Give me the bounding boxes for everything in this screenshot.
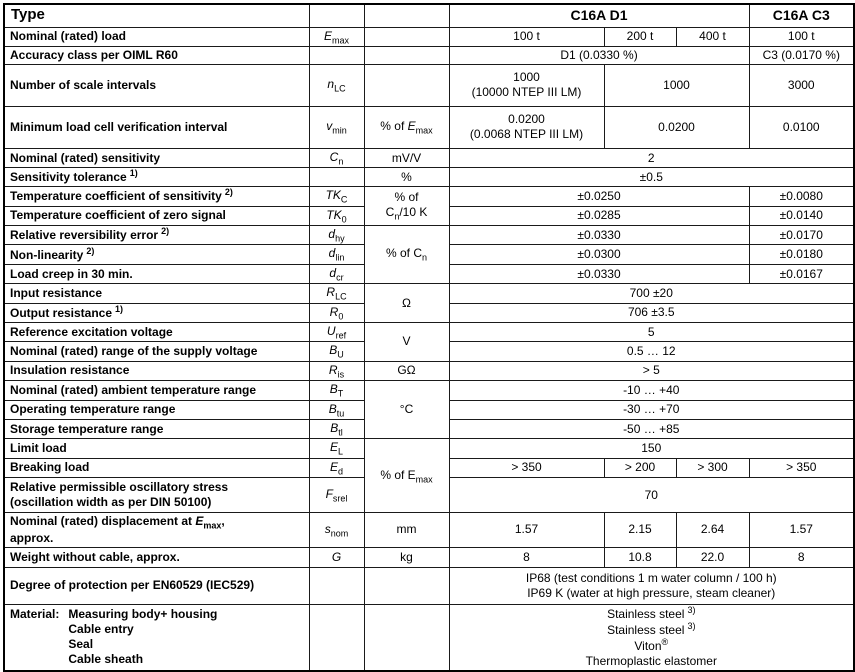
param-label: Non-linearity $^{2)}$ [4,245,309,264]
unit-ohm: Ω [364,284,449,323]
symbol-r0: $R_0$ [309,303,364,322]
value-all: IP68 (test conditions 1 m water column / 100 h) IP69 K (water at high pressure, steam cleaner) [449,567,854,604]
unit-percent-of-emax: % of $E_{max}$ [364,106,449,148]
row-scale-intervals [4,64,854,106]
value-all: 706 ±3.5 [449,303,854,322]
symbol-fsrel: $F_{srel}$ [309,478,364,513]
unit-volt: V [364,323,449,362]
symbol-dhy: $d_{hy}$ [309,226,364,245]
unit-percent-of-emax: % of $E_{max}$ [364,439,449,513]
unit-cell-empty [364,27,449,46]
unit-percent-of-cn-10k: % of $C_n/10$ K [364,187,449,226]
symbol-uref: $U_{ref}$ [309,323,364,342]
footnote-marker: 1) [115,303,124,314]
symbol-cell-empty [309,567,364,604]
param-label: Temperature coefficient of zero signal [4,206,309,225]
value-d1: ±0.0330 [449,264,749,283]
footnote-marker: 1) [129,168,138,179]
symbol-cn: $C_n$ [309,148,364,167]
row-reference-excitation-voltage [4,323,854,342]
param-label: Load creep in 30 min. [4,264,309,283]
symbol-snom: $s_{nom}$ [309,513,364,547]
row-insulation-resistance [4,361,854,380]
value-c3: ±0.0170 [749,226,854,245]
param-label: Input resistance [4,284,309,303]
value-100t: 0.0200 (0.0068 NTEP III LM) [449,106,604,148]
row-nominal-sensitivity [4,148,854,167]
value-100t: 1000 (10000 NTEP III LM) [449,64,604,106]
symbol-ed: $E_d$ [309,458,364,477]
value-c3-100t: 1.57 [749,513,854,547]
value-all: 2 [449,148,854,167]
value-all: 150 [449,439,854,458]
row-tk-sensitivity [4,187,854,206]
param-label: Nominal (rated) range of the supply voltage [4,342,309,361]
value-200-400t: 1000 [604,64,749,106]
value-all: 0.5 … 12 [449,342,854,361]
symbol-cell-empty [309,4,364,27]
value-c3: ±0.0080 [749,187,854,206]
unit-celsius: °C [364,381,449,439]
symbol-cell-empty [309,168,364,187]
value-c3: 0.0100 [749,106,854,148]
column-header-c16a-d1: C16A D1 [449,4,749,27]
row-ambient-temperature-range [4,381,854,400]
value-100t: 1.57 [449,513,604,547]
row-weight [4,547,854,567]
param-label: Limit load [4,439,309,458]
param-label: Temperature coefficient of sensitivity $^{2)}$ [4,187,309,206]
value-400t: 22.0 [676,547,749,567]
value-100t: 8 [449,547,604,567]
param-label: Minimum load cell verification interval [4,106,309,148]
value-c3: ±0.0140 [749,206,854,225]
unit-mm: mm [364,513,449,547]
footnote-marker: 2) [224,187,233,198]
unit-cell-empty [364,64,449,106]
symbol-btu: $B_{tu}$ [309,400,364,419]
value-c3: C3 (0.0170 %) [749,46,854,64]
unit-percent: % [364,168,449,187]
param-label: Weight without cable, approx. [4,547,309,567]
column-header-c16a-c3: C16A C3 [749,4,854,27]
row-type-header [4,4,854,27]
symbol-cell-empty [309,46,364,64]
unit-percent-of-cn: % of $C_n$ [364,226,449,284]
value-c3: ±0.0167 [749,264,854,283]
symbol-nlc: $n_{LC}$ [309,64,364,106]
value-d1: ±0.0250 [449,187,749,206]
symbol-vmin: $v_{min}$ [309,106,364,148]
value-all: 700 ±20 [449,284,854,303]
value-200t: > 200 [604,458,676,477]
value-100t: > 350 [449,458,604,477]
value-200-400t: 0.0200 [604,106,749,148]
value-c3-100t: > 350 [749,458,854,477]
value-d1: ±0.0300 [449,245,749,264]
footnote-marker: 3) [687,604,696,615]
param-label: Degree of protection per EN60529 (IEC529) [4,567,309,604]
value-d1: D1 (0.0330 %) [449,46,749,64]
value-all: -10 … +40 [449,381,854,400]
row-accuracy-class [4,46,854,64]
value-d1: ±0.0330 [449,226,749,245]
value-400t: 400 t [676,27,749,46]
symbol-bt: $B_T$ [309,381,364,400]
unit-cell-empty [364,567,449,604]
unit-cell-empty [364,46,449,64]
value-all: ±0.5 [449,168,854,187]
symbol-dlin: $d_{lin}$ [309,245,364,264]
unit-mvv: mV/V [364,148,449,167]
param-label: Accuracy class per OIML R60 [4,46,309,64]
unit-kg: kg [364,547,449,567]
value-all: > 5 [449,361,854,380]
value-100t: 100 t [449,27,604,46]
symbol-emax: $E_{max}$ [309,27,364,46]
symbol-el: $E_L$ [309,439,364,458]
value-c3-100t: 8 [749,547,854,567]
row-nominal-load [4,27,854,46]
value-all: 70 [449,478,854,513]
param-label: Reference excitation voltage [4,323,309,342]
row-min-verification-interval [4,106,854,148]
param-label: Relative reversibility error $^{2)}$ [4,226,309,245]
unit-cell-empty [364,4,449,27]
value-200t: 200 t [604,27,676,46]
symbol-g: G [309,547,364,567]
symbol-bu: $B_U$ [309,342,364,361]
row-limit-load [4,439,854,458]
value-d1: ±0.0285 [449,206,749,225]
value-c3-100t: 100 t [749,27,854,46]
value-400t: > 300 [676,458,749,477]
param-label: Nominal (rated) sensitivity [4,148,309,167]
value-all: Stainless steel $^{3)}$ Stainless steel $^{3)}$ Viton® Thermoplastic elastomer [449,604,854,671]
param-label: Sensitivity tolerance $^{1)}$ [4,168,309,187]
row-input-resistance [4,284,854,303]
value-all: -30 … +70 [449,400,854,419]
spec-table [3,3,855,672]
param-label: Material: Measuring body+ housing Cable entry Seal Cable sheath [4,604,309,671]
value-c3: ±0.0180 [749,245,854,264]
value-200t: 2.15 [604,513,676,547]
row-reversibility-error [4,226,854,245]
footnote-marker: 3) [687,620,696,631]
symbol-ris: $R_{is}$ [309,361,364,380]
footnote-marker: 2) [86,245,95,256]
param-label: Relative permissible oscillatory stress (oscillation width as per DIN 50100) [4,478,309,513]
value-all: 5 [449,323,854,342]
registered-trademark: ® [661,636,669,647]
symbol-tkc: $TK_C$ [309,187,364,206]
symbol-btl: $B_{tl}$ [309,419,364,438]
param-label: Operating temperature range [4,400,309,419]
symbol-dcr: $d_{cr}$ [309,264,364,283]
value-200t: 10.8 [604,547,676,567]
symbol-rlc: $R_{LC}$ [309,284,364,303]
row-sensitivity-tolerance [4,168,854,187]
symbol-tk0: $TK_0$ [309,206,364,225]
param-label: Nominal (rated) displacement at $E_{max}$, approx. [4,513,309,547]
param-label: Storage temperature range [4,419,309,438]
table-title: Type [4,4,309,27]
value-all: -50 … +85 [449,419,854,438]
param-label: Output resistance $^{1)}$ [4,303,309,322]
param-label: Breaking load [4,458,309,477]
unit-gohm: GΩ [364,361,449,380]
param-label: Nominal (rated) ambient temperature range [4,381,309,400]
row-degree-of-protection [4,567,854,604]
param-label: Insulation resistance [4,361,309,380]
value-c3: 3000 [749,64,854,106]
param-label: Number of scale intervals [4,64,309,106]
param-label: Nominal (rated) load [4,27,309,46]
row-nominal-displacement [4,513,854,547]
footnote-marker: 2) [161,226,170,237]
value-400t: 2.64 [676,513,749,547]
